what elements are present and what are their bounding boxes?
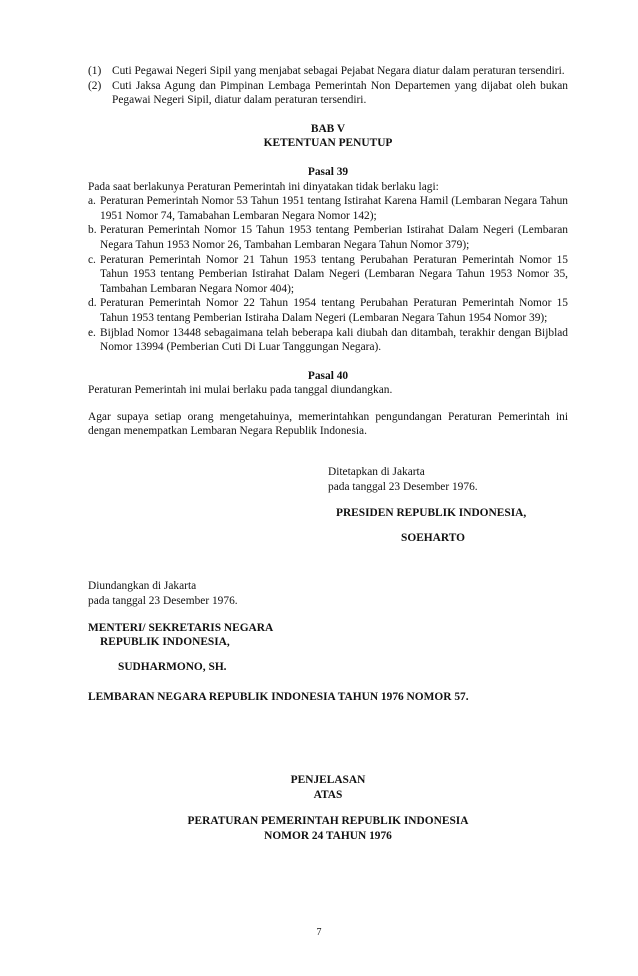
president-office: PRESIDEN REPUBLIK INDONESIA, — [336, 507, 527, 520]
item-letter: a. — [88, 195, 96, 208]
numbered-item — [88, 64, 568, 79]
page-number: 7 — [316, 927, 322, 938]
article-40-text: Peraturan Pemerintah ini mulai berlaku pada tanggal diundangkan. — [88, 384, 393, 397]
article-39-title: Pasal 39 — [307, 165, 349, 178]
promulgation-block — [88, 579, 568, 674]
numbered-item — [88, 79, 568, 108]
item-number: (1) — [88, 65, 102, 77]
item-letter: c. — [88, 253, 96, 266]
chapter-subtitle: KETENTUAN PENUTUP — [263, 137, 393, 150]
item-number: (2) — [88, 79, 102, 92]
promulgation-place: Diundangkan di Jakarta — [88, 580, 197, 593]
article-39-intro: Pada saat berlakunya Peraturan Pemerintah ini dinyatakan tidak berlaku lagi: — [88, 180, 439, 193]
item-letter: b. — [88, 224, 97, 237]
item-text: Cuti Jaksa Agung dan Pimpinan Lembaga Pemerintah Non Departemen yang dijabat oleh bukan Pegawai Negeri Sipil, diatur dalam peraturan tersendiri. — [112, 79, 568, 107]
item-text: Bijblad Nomor 13448 sebagaimana telah beberapa kali diubah dan ditambah, terakhir dengan Bijblad Nomor 13994 (Pemberian Cuti Di Luar Tanggungan Negara). — [100, 326, 568, 354]
item-text: Peraturan Pemerintah Nomor 15 Tahun 1953 tentang Pemberian Istirahat Dalam Negeri (Lembaran Negara Tahun 1953 Nomor 26, Tambahan Lembaran Negara Tahun Nomor 379); — [100, 224, 568, 251]
item-text: Peraturan Pemerintah Nomor 53 Tahun 1951 tentang Istirahat Karena Hamil (Lembaran Negara Tahun 1951 Nomor 74, Tamabahan Lembaran Negara Nomor 142); — [100, 195, 568, 222]
item-letter: e. — [88, 326, 96, 339]
list-item — [88, 296, 568, 325]
item-letter: d. — [88, 297, 97, 310]
minister-office: MENTERI/ SEKRETARIS NEGARA — [88, 621, 274, 634]
item-text: Peraturan Pemerintah Nomor 22 Tahun 1954 tentang Perubahan Peraturan Pemerintah Nomor 15 Tahun 1953 tentang Pemberian Istiraha Dalam Negeri (Lembaran Negara Tahun 1954 Nomor 39); — [100, 297, 568, 324]
item-text: Peraturan Pemerintah Nomor 21 Tahun 1953 tentang Perubahan Peraturan Pemerintah Nomor 15 Tahun 1953 tentang Pemberian Istirahat Dalam Negeri (Lembaran Negara Tahun 1953 Nomor 35, Tambahan Lembaran Negara Nomor 404); — [100, 253, 568, 295]
list-item — [88, 194, 568, 223]
item-text: Cuti Pegawai Negeri Sipil yang menjabat sebagai Pejabat Negara diatur dalam peraturan tersendiri. — [112, 65, 565, 77]
list-item — [88, 253, 568, 297]
promulgation-date: pada tanggal 23 Desember 1976. — [88, 595, 238, 608]
state-gazette-line: LEMBARAN NEGARA REPUBLIK INDONESIA TAHUN 1976 NOMOR 57. — [88, 691, 469, 704]
elucidation-regulation: PERATURAN PEMERINTAH REPUBLIK INDONESIA — [187, 815, 469, 828]
elucidation-of: ATAS — [313, 788, 343, 801]
enactment-date: pada tanggal 23 Desember 1976. — [328, 480, 478, 493]
list-item — [88, 223, 568, 252]
document-page — [88, 64, 568, 843]
list-item — [88, 326, 568, 355]
minister-name: SUDHARMONO, SH. — [118, 660, 227, 673]
elucidation-number: NOMOR 24 TAHUN 1976 — [264, 829, 392, 842]
enactment-block — [328, 465, 568, 545]
minister-office-line2: REPUBLIK INDONESIA, — [100, 636, 230, 649]
elucidation-title: PENJELASAN — [290, 774, 366, 786]
president-name: SOEHARTO — [401, 531, 465, 544]
chapter-title: BAB V — [310, 122, 346, 135]
enactment-place: Ditetapkan di Jakarta — [328, 466, 425, 479]
article-40-title: Pasal 40 — [307, 369, 349, 382]
closing-paragraph: Agar supaya setiap orang mengetahuinya, memerintahkan pengundangan Peraturan Pemerintah ini dengan menempatkan Lembaran Negara Republik Indonesia. — [88, 410, 568, 438]
